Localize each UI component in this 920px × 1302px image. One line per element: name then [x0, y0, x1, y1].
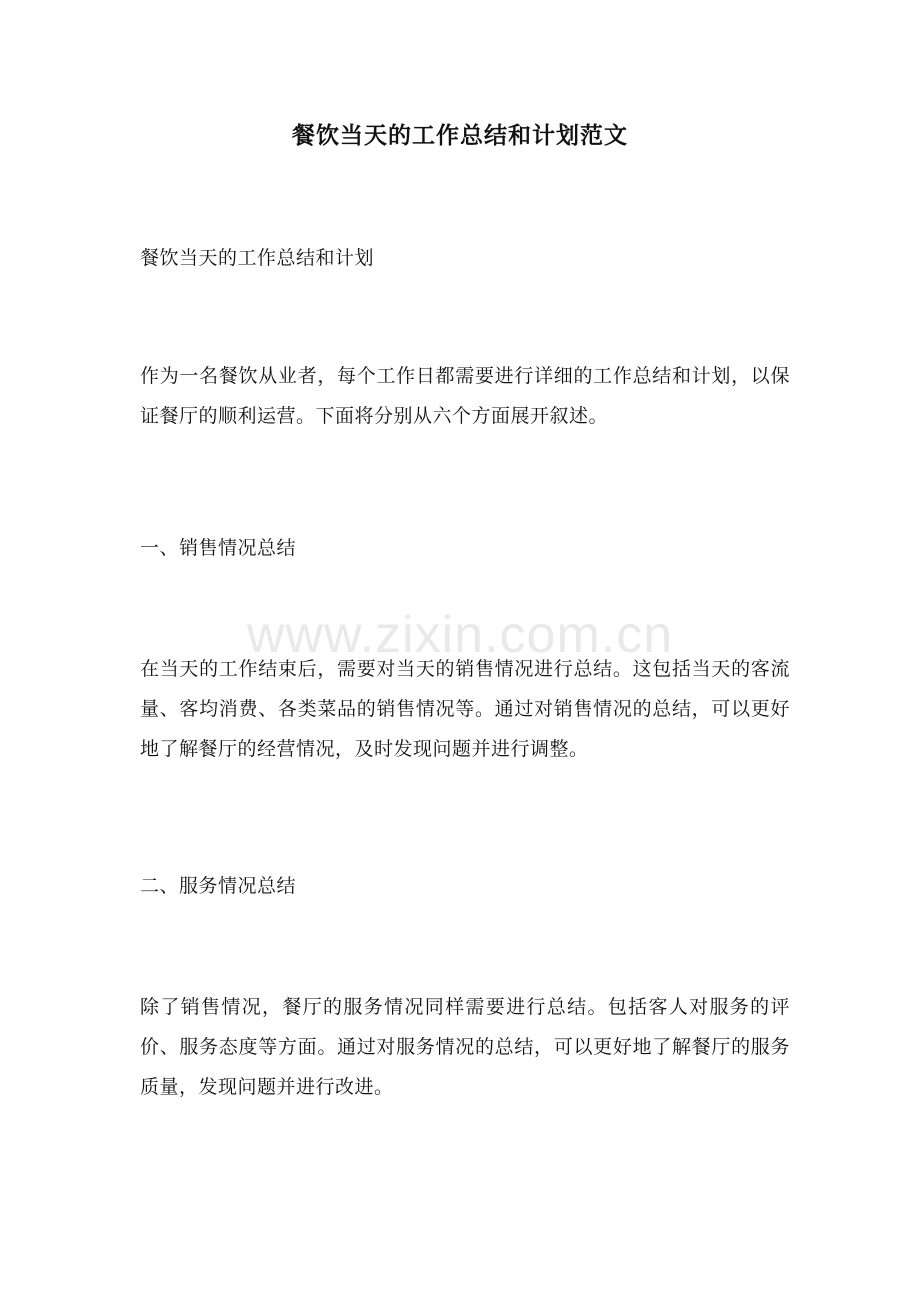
- section-body-service: 除了销售情况，餐厅的服务情况同样需要进行总结。包括客人对服务的评价、服务态度等方面。通过对服务情况的总结，可以更好地了解餐厅的服务质量，发现问题并进行改进。: [140, 996, 790, 1098]
- section-heading-service: 二、服务情况总结: [140, 875, 297, 897]
- section-heading-sales: 一、销售情况总结: [140, 537, 297, 559]
- intro-paragraph: 作为一名餐饮从业者，每个工作日都需要进行详细的工作总结和计划，以保证餐厅的顺利运营。下面将分别从六个方面展开叙述。: [140, 365, 790, 427]
- document-subtitle: 餐饮当天的工作总结和计划: [140, 247, 375, 269]
- watermark: www.zixin.com.cn: [246, 606, 674, 664]
- document-title: 餐饮当天的工作总结和计划范文: [292, 122, 628, 149]
- section-body-sales: 在当天的工作结束后，需要对当天的销售情况进行总结。这包括当天的客流量、客均消费、各类菜品的销售情况等。通过对销售情况的总结，可以更好地了解餐厅的经营情况，及时发现问题并进行调整。: [140, 658, 790, 760]
